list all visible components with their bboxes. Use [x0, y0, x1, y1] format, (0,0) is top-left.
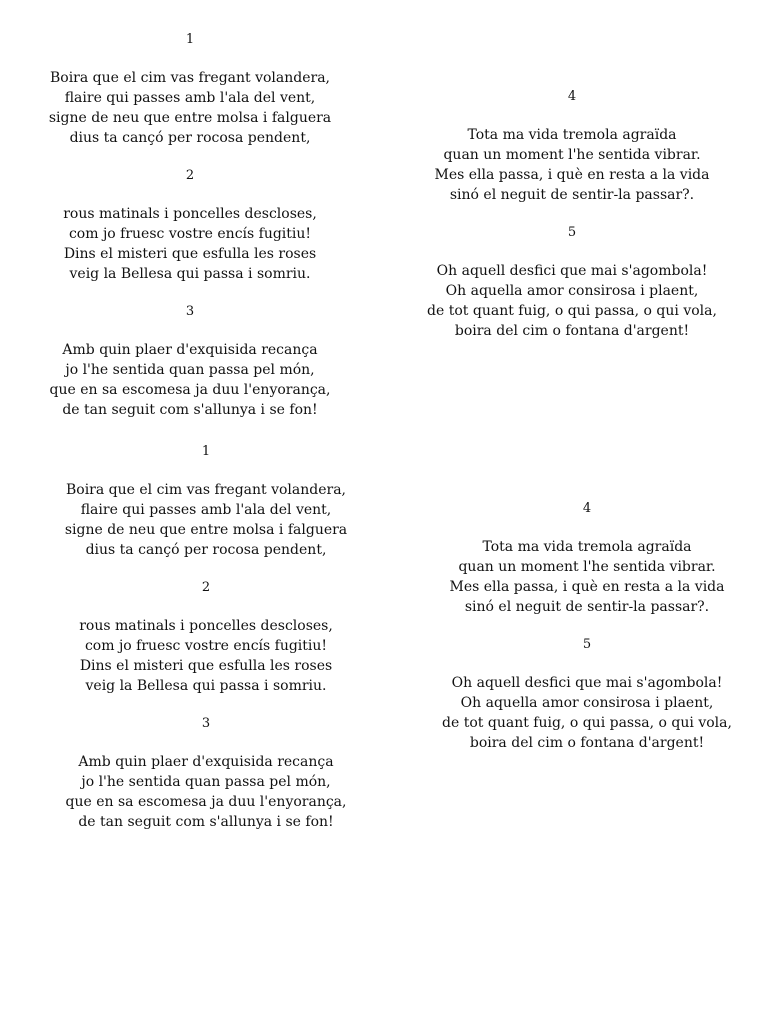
verse-line: veig la Bellesa qui passa i somriu. [69, 266, 311, 282]
stanza-number: 1 [185, 32, 195, 47]
verse-line: Oh aquell desfici que mai s'agombola! [436, 263, 708, 279]
verse-line: signe de neu que entre molsa i falguera [64, 522, 348, 538]
verse-line: jo l'he sentida quan passa pel món, [65, 362, 315, 378]
verse-line: boira del cim o fontana d'argent! [469, 735, 705, 751]
poem-copy-2 [0, 442, 768, 854]
stanza-number: 5 [582, 637, 592, 652]
verse-line: com jo fruesc vostre encís fugitiu! [68, 226, 312, 242]
stanza-number: 4 [567, 89, 577, 104]
left-column [36, 442, 376, 832]
verse-line: rous matinals i poncelles descloses, [79, 618, 333, 634]
verse-line: Tota ma vida tremola agraïda [467, 127, 677, 143]
right-column [402, 87, 742, 341]
right-column [417, 499, 757, 753]
verse-line: Boira que el cim vas fregant volandera, [49, 70, 331, 86]
verse-line: rous matinals i poncelles descloses, [63, 206, 317, 222]
stanza-number: 2 [185, 168, 195, 183]
verse-line: dius ta cançó per rocosa pendent, [69, 130, 311, 146]
verse-line: sinó el neguit de sentir-la passar?. [464, 599, 710, 615]
stanza-number: 4 [582, 501, 592, 516]
verse-line: signe de neu que entre molsa i falguera [48, 110, 332, 126]
verse-line: Dins el misteri que esfulla les roses [79, 658, 333, 674]
stanza-2 [20, 166, 360, 284]
stanza-number: 2 [201, 580, 211, 595]
stanza-5 [402, 223, 742, 341]
verse-line: dius ta cançó per rocosa pendent, [85, 542, 327, 558]
stanza-4 [417, 499, 757, 617]
verse-line: de tot quant fuig, o qui passa, o qui vola, [442, 715, 732, 731]
verse-line: flaire qui passes amb l'ala del vent, [80, 502, 332, 518]
verse-line: veig la Bellesa qui passa i somriu. [85, 678, 327, 694]
stanza-number: 1 [201, 444, 211, 459]
stanza-5 [417, 635, 757, 753]
verse-line: Boira que el cim vas fregant volandera, [65, 482, 347, 498]
verse-line: Oh aquella amor consirosa i plaent, [445, 283, 699, 299]
verse-line: com jo fruesc vostre encís fugitiu! [84, 638, 328, 654]
verse-line: Dins el misteri que esfulla les roses [63, 246, 317, 262]
verse-line: Mes ella passa, i què en resta a la vida [434, 167, 710, 183]
verse-line: que en sa escomesa ja duu l'enyorança, [49, 382, 331, 398]
verse-line: Amb quin plaer d'exquisida recança [78, 754, 334, 770]
verse-line: que en sa escomesa ja duu l'enyorança, [65, 794, 347, 810]
left-column [20, 30, 360, 420]
stanza-1 [20, 30, 360, 148]
verse-line: jo l'he sentida quan passa pel món, [81, 774, 331, 790]
verse-line: Tota ma vida tremola agraïda [482, 539, 692, 555]
verse-line: quan un moment l'he sentida vibrar. [458, 559, 716, 575]
verse-line: Amb quin plaer d'exquisida recança [62, 342, 318, 358]
verse-line: de tan seguit com s'allunya i se fon! [78, 814, 334, 830]
stanza-4 [402, 87, 742, 205]
stanza-number: 3 [201, 716, 211, 731]
stanza-3 [20, 302, 360, 420]
stanza-number: 5 [567, 225, 577, 240]
verse-line: boira del cim o fontana d'argent! [454, 323, 690, 339]
verse-line: de tot quant fuig, o qui passa, o qui vola, [427, 303, 717, 319]
stanza-3 [36, 714, 376, 832]
verse-line: de tan seguit com s'allunya i se fon! [62, 402, 318, 418]
verse-line: flaire qui passes amb l'ala del vent, [64, 90, 316, 106]
stanza-1 [36, 442, 376, 560]
verse-line: quan un moment l'he sentida vibrar. [443, 147, 701, 163]
stanza-number: 3 [185, 304, 195, 319]
poem-copy-1 [0, 30, 768, 442]
verse-line: Mes ella passa, i què en resta a la vida [449, 579, 725, 595]
stanza-2 [36, 578, 376, 696]
verse-line: Oh aquella amor consirosa i plaent, [460, 695, 714, 711]
verse-line: sinó el neguit de sentir-la passar?. [449, 187, 695, 203]
verse-line: Oh aquell desfici que mai s'agombola! [451, 675, 723, 691]
